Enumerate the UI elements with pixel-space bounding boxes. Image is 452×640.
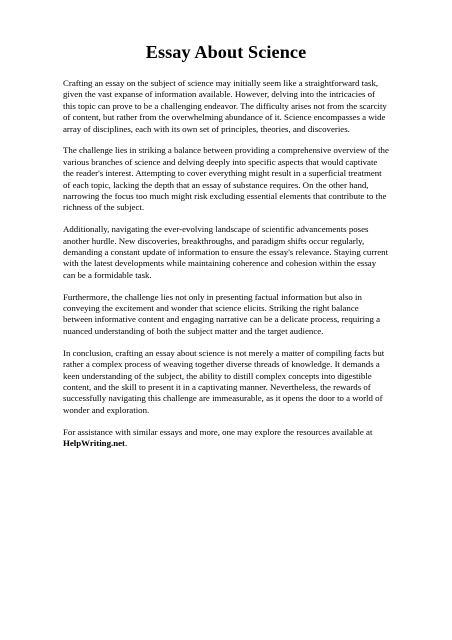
- essay-title: Essay About Science: [145, 42, 307, 62]
- closing-punctuation: .: [125, 437, 128, 448]
- essay-paragraph-4: Furthermore, the challenge lies not only in presenting factual information but also in conveying the excitement and wonder that science elicits. Striking the right balance between informative content and engaging narrative can be a delicate process, requiring a nuanced understanding of both the subject matter and the target audience.: [63, 291, 381, 336]
- helpwriting-link[interactable]: HelpWriting.net: [63, 437, 125, 448]
- essay-paragraph-2: The challenge lies in striking a balance between providing a comprehensive overview of the various branches of science and delving deeply into specific aspects that would captivate the reader's interest. Attempting to cover everything might result in a superficial treatment of each topic, lacking the depth that an essay of substance requires. On the other hand, narrowing the focus too much might risk excluding essential elements that contribute to the richness of the subject.: [63, 145, 389, 213]
- closing-text: For assistance with similar essays and more, one may explore the resources available at: [63, 426, 373, 437]
- essay-paragraph-5: In conclusion, crafting an essay about science is not merely a matter of compiling facts but rather a complex process of weaving together diverse threads of knowledge. It demands a keen understanding of the subject, the ability to distill complex concepts into digestible content, and the skill to present it in a captivating manner. Nevertheless, the rewards of successfully navigating this challenge are immeasurable, as it opens the door to a world of wonder and exploration.: [63, 347, 385, 415]
- closing-paragraph: [63, 427, 389, 450]
- essay-paragraph-1: Crafting an essay on the subject of science may initially seem like a straightforward task, given the vast expanse of information available. However, delving into the intricacies of this topic can prove to be a challenging endeavor. The difficulty arises not from the scarcity of content, but rather from the overwhelming abundance of it. Science encompasses a wide array of disciplines, each with its own set of principles, theories, and discoveries.: [63, 78, 387, 134]
- essay-paragraph-3: Additionally, navigating the ever-evolving landscape of scientific advancements poses another hurdle. New discoveries, breakthroughs, and paradigm shifts occur regularly, demanding a constant update of information to ensure the essay's relevance. Staying current with the latest developments while maintaining coherence and cohesion within the essay can be a formidable task.: [63, 224, 389, 280]
